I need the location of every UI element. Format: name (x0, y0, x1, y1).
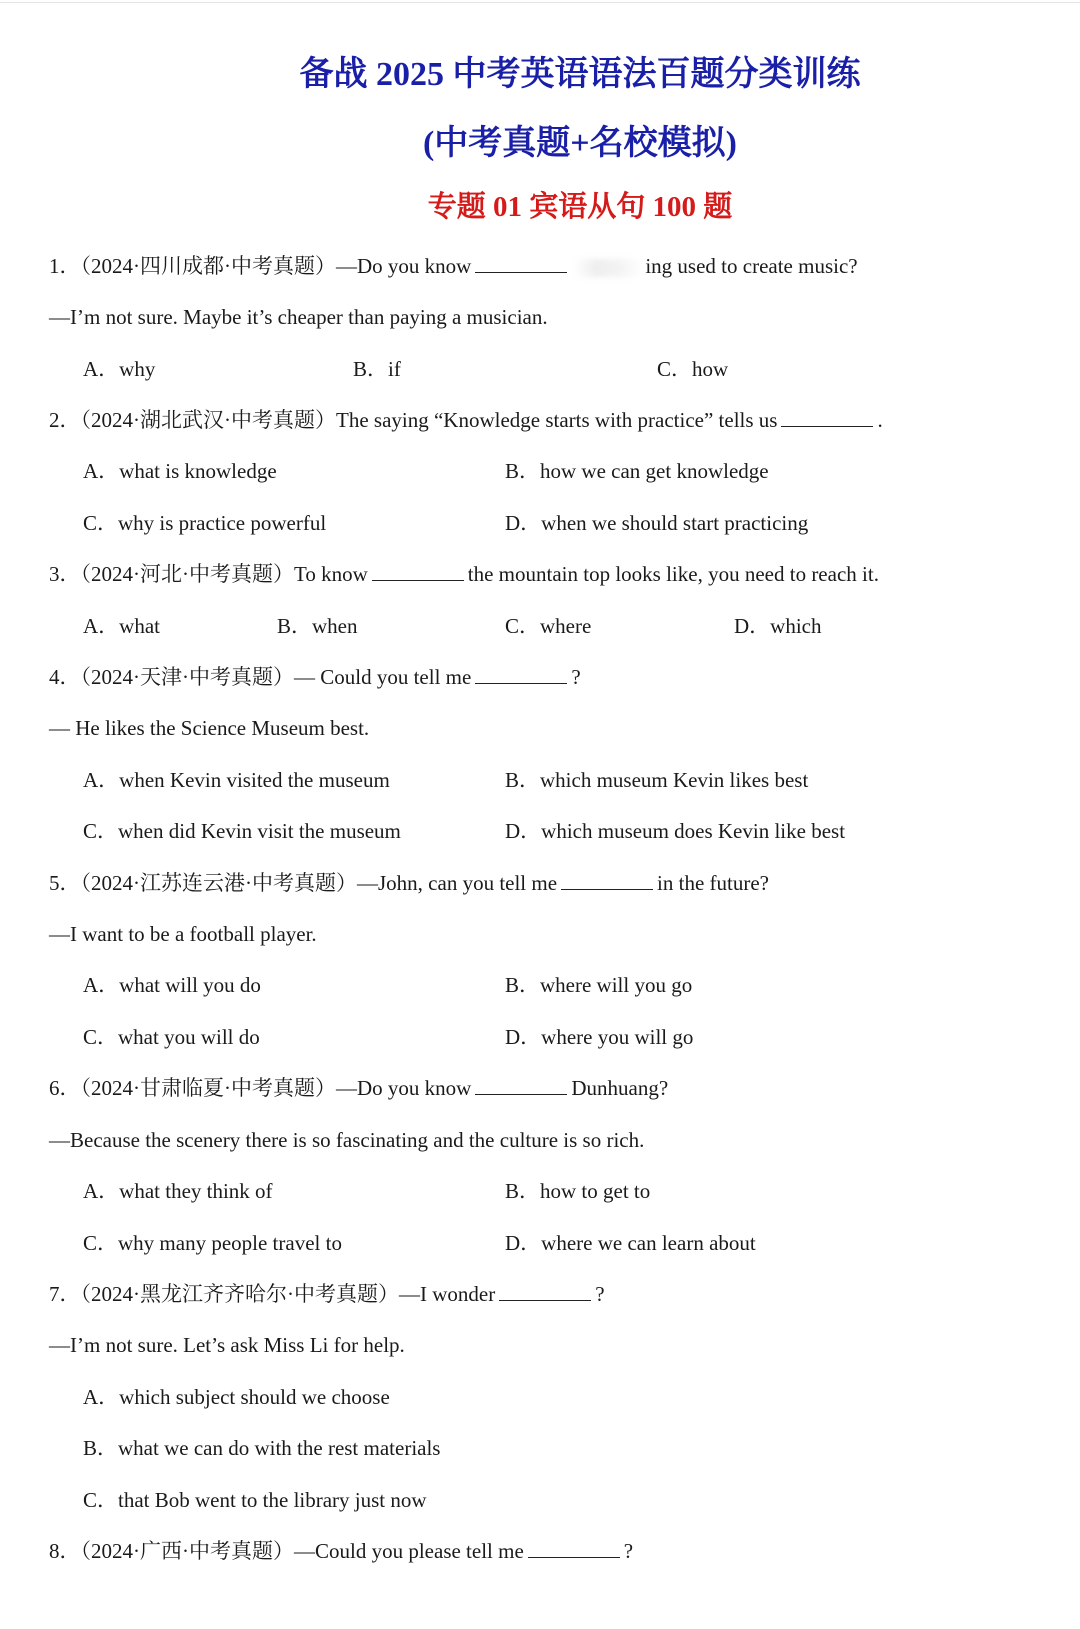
question-source: （2024·四川成都·中考真题） (80, 254, 336, 278)
question-6-reply: —Because the scenery there is so fascinating and the culture is so rich. (49, 1128, 645, 1152)
question-source: （2024·湖北武汉·中考真题） (80, 408, 336, 432)
question-source: （2024·甘肃临夏·中考真题） (80, 1076, 336, 1100)
question-text: — Could you tell me (294, 665, 472, 689)
document-title: 备战 2025 中考英语语法百题分类训练 (299, 56, 861, 93)
option-d: D．where we can learn about (505, 1231, 756, 1255)
option-c: C．how (657, 357, 729, 381)
question-text: the mountain top looks like, you need to reach it. (467, 562, 879, 586)
question-number: 3． (49, 562, 81, 586)
answer-blank (499, 1282, 591, 1301)
option-d: D．which museum does Kevin like best (505, 819, 846, 843)
question-4-stem (49, 664, 581, 690)
option-a: A．why (83, 357, 156, 381)
option-b: B．how to get to (505, 1179, 651, 1203)
option-c: C．why many people travel to (83, 1231, 342, 1255)
document-subtitle: (中考真题+名校模拟) (422, 125, 738, 162)
answer-blank (475, 665, 567, 684)
question-text: ? (623, 1539, 634, 1563)
question-1-stem (49, 253, 858, 279)
question-text: Dunhuang? (571, 1076, 669, 1100)
option-d: D．when we should start practicing (505, 511, 809, 535)
question-4-reply: — He likes the Science Museum best. (49, 716, 370, 740)
question-text: . (877, 408, 883, 432)
question-text: ing used to create music? (645, 254, 858, 278)
answer-blank (528, 1539, 620, 1558)
question-text: To know (294, 562, 368, 586)
answer-blank (475, 254, 567, 273)
question-5-reply: —I want to be a football player. (49, 922, 317, 946)
question-1-reply: —I’m not sure. Maybe it’s cheaper than paying a musician. (49, 305, 548, 329)
option-c: C．what you will do (83, 1025, 260, 1049)
question-5-stem (49, 870, 769, 896)
question-6-stem (49, 1075, 668, 1101)
topic-heading: 专题 01 宾语从句 100 题 (427, 191, 733, 223)
page-top-border (0, 2, 1080, 3)
question-text: ? (595, 1282, 605, 1306)
question-text: ? (571, 665, 581, 689)
question-7-stem (49, 1281, 605, 1307)
option-d: D．which (734, 614, 822, 638)
option-a: A．when Kevin visited the museum (83, 768, 390, 792)
question-text: in the future? (657, 871, 769, 895)
option-a: A．which subject should we choose (83, 1385, 390, 1409)
question-text: —Could you please tell me (294, 1539, 524, 1563)
option-c: C．where (505, 614, 592, 638)
question-number: 5． (49, 871, 81, 895)
answer-blank (372, 562, 464, 581)
option-b: B．what we can do with the rest materials (83, 1436, 441, 1460)
option-b: B．when (277, 614, 358, 638)
question-text: —I wonder (399, 1282, 496, 1306)
option-a: A．what (83, 614, 160, 638)
option-c: C．when did Kevin visit the museum (83, 819, 401, 843)
question-number: 4． (49, 665, 81, 689)
option-b: B．if (353, 357, 401, 381)
question-text: —John, can you tell me (357, 871, 558, 895)
question-text: The saying “Knowledge starts with practice” tells us (336, 408, 778, 432)
option-a: A．what is knowledge (83, 459, 277, 483)
question-3-stem (49, 561, 879, 587)
question-number: 6． (49, 1076, 81, 1100)
question-source: （2024·天津·中考真题） (80, 665, 294, 689)
option-c: C．why is practice powerful (83, 511, 327, 535)
option-a: A．what will you do (83, 973, 261, 997)
question-number: 8． (49, 1539, 81, 1563)
question-source: （2024·广西·中考真题） (80, 1539, 294, 1563)
option-d: D．where you will go (505, 1025, 694, 1049)
question-2-stem (49, 407, 883, 433)
answer-blank (781, 408, 873, 427)
question-source: （2024·河北·中考真题） (80, 562, 294, 586)
option-b: B．which museum Kevin likes best (505, 768, 809, 792)
question-number: 2． (49, 408, 81, 432)
question-number: 1． (49, 254, 81, 278)
question-number: 7． (49, 1282, 81, 1306)
question-text: —Do you know (336, 254, 472, 278)
option-c: C．that Bob went to the library just now (83, 1488, 427, 1512)
question-8-stem (49, 1538, 633, 1564)
option-a: A．what they think of (83, 1179, 273, 1203)
option-b: B．where will you go (505, 973, 693, 997)
answer-blank (475, 1076, 567, 1095)
question-source: （2024·江苏连云港·中考真题） (80, 871, 357, 895)
question-text: —Do you know (336, 1076, 472, 1100)
option-b: B．how we can get knowledge (505, 459, 769, 483)
question-source: （2024·黑龙江齐齐哈尔·中考真题） (80, 1282, 399, 1306)
blurred-region (573, 259, 643, 277)
answer-blank (561, 871, 653, 890)
question-7-reply: —I’m not sure. Let’s ask Miss Li for help. (49, 1333, 405, 1357)
